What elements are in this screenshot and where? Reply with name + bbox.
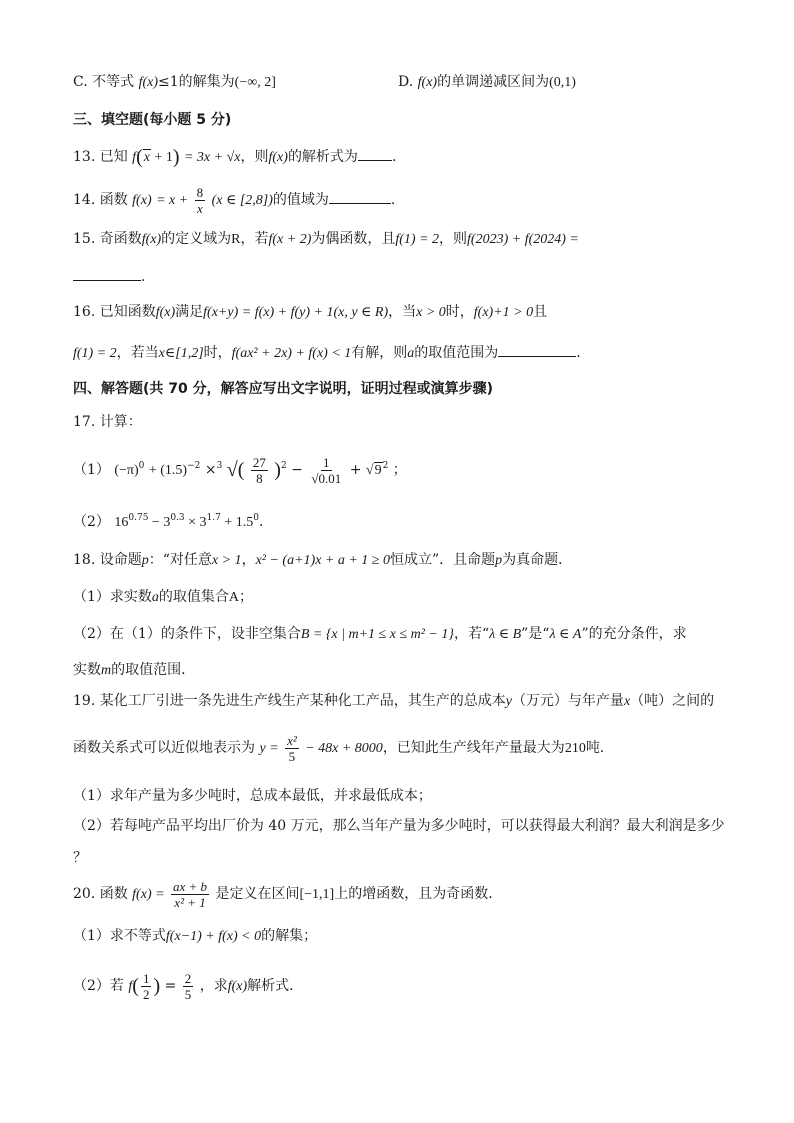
option-d: D. f(x)的单调递减区间为(0,1) [398,74,576,90]
question-19-line-1: 19. 某化工厂引进一条先进生产线生产某种化工产品，其生产的总成本y（万元）与年产量x（吨）之间的 [73,693,715,709]
answer-blank[interactable] [73,266,141,281]
question-18-part-2: （2）在（1）的条件下，设非空集合B = {x | m+1 ≤ x ≤ m² − 1}，若“λ ∈ B”是“λ ∈ A”的充分条件，求 [73,626,687,642]
question-17: 17. 计算： [73,414,142,430]
question-20-part-1: （1）求不等式f(x−1) + f(x) < 0的解集； [73,928,318,944]
fraction: $\frac{1}{√0.01}$ [311,454,342,486]
section-heading-fill-in: 三、填空题(每小题 5 分) [73,112,232,128]
question-17-part-1: （1） $(-\pi)^0 + (1.5)^{-2} \times^3$ √( $\frac{27}{8}$ )$^2$ − $\frac{1}{√0.01}$ + $√9^2$ ； [73,454,407,486]
question-19-part-2-cont: ？ [73,850,87,866]
question-18: 18. 设命题p：“对任意x > 1，x² − (a+1)x + a + 1 ≥ 0恒成立”．且命题p为真命题． [73,552,573,568]
question-18-part-2-cont: 实数m的取值范围． [73,662,196,678]
answer-blank[interactable] [498,342,576,357]
question-18-part-1: （1）求实数a的取值集合A； [73,589,254,605]
fraction: $\frac{27}{8}$ [252,454,266,486]
question-20: 20. 函数 f(x) = $\frac{ax + b}{\text{x² + 1}}$ 是定义在区间[−1,1]上的增函数，且为奇函数． [73,878,503,910]
question-16-line-1: 16. 已知函数f(x)满足f(x+y) = f(x) + f(y) + 1(x, y ∈ R)，当x > 0时，f(x)+1 > 0且 [73,304,548,320]
question-13: 13. 已知 f(x + 1) = 3x + √x，则f(x)的解析式为 . [73,146,397,168]
question-19-part-2: （2）若每吨产品平均出厂价为 40 万元，那么当年产量为多少吨时，可以获得最大利润？最大利润是多少 [73,818,725,834]
question-15-blank: . [73,266,145,287]
answer-blank[interactable] [329,189,391,204]
answer-blank[interactable] [358,146,392,161]
question-19-line-2: 函数关系式可以近似地表示为 y = $\frac{\text{x²}}{5}$ − 48x + 8000，已知此生产线年产量最大为210吨． [73,732,614,764]
question-19-part-1: （1）求年产量为多少吨时，总成本最低，并求最低成本； [73,788,432,804]
fraction: $\frac{1}{2}$ [142,970,150,1002]
option-c: C. 不等式 f(x)≤1的解集为(−∞, 2] [73,74,276,90]
question-17-part-2: （2） $16^{0.75} - 3^{0.3} \times 3^{1.7} + 1.5^0$. [73,513,264,530]
fx-math: f(x) [417,75,438,90]
fraction: $\frac{ax + b}{\text{x² + 1}}$ [173,878,208,910]
question-14: 14. 函数 f(x) = x + $\frac{8}{x}$ (x ∈ [2,8])的值域为 . [73,184,396,216]
fraction: $\frac{2}{5}$ [184,970,192,1002]
fraction: $\frac{8}{x}$ [196,184,204,216]
fraction: $\frac{\text{x²}}{5}$ [287,732,297,764]
fx-math: f(x) [138,75,159,90]
question-15: 15. 奇函数f(x)的定义域为R，若f(x + 2)为偶函数，且f(1) = 2，则f(2023) + f(2024) = [73,231,579,247]
section-heading-solutions: 四、解答题(共 70 分，解答应写出文字说明，证明过程或演算步骤) [73,381,494,397]
question-20-part-2: （2）若 f( $\frac{1}{2}$ ) = $\frac{2}{5}$ ，求f(x)解析式． [73,970,304,1002]
question-16-line-2: f(1) = 2，若当x∈[1,2]时，f(ax² + 2x) + f(x) < 1有解，则a的取值范围为 . [73,342,581,364]
